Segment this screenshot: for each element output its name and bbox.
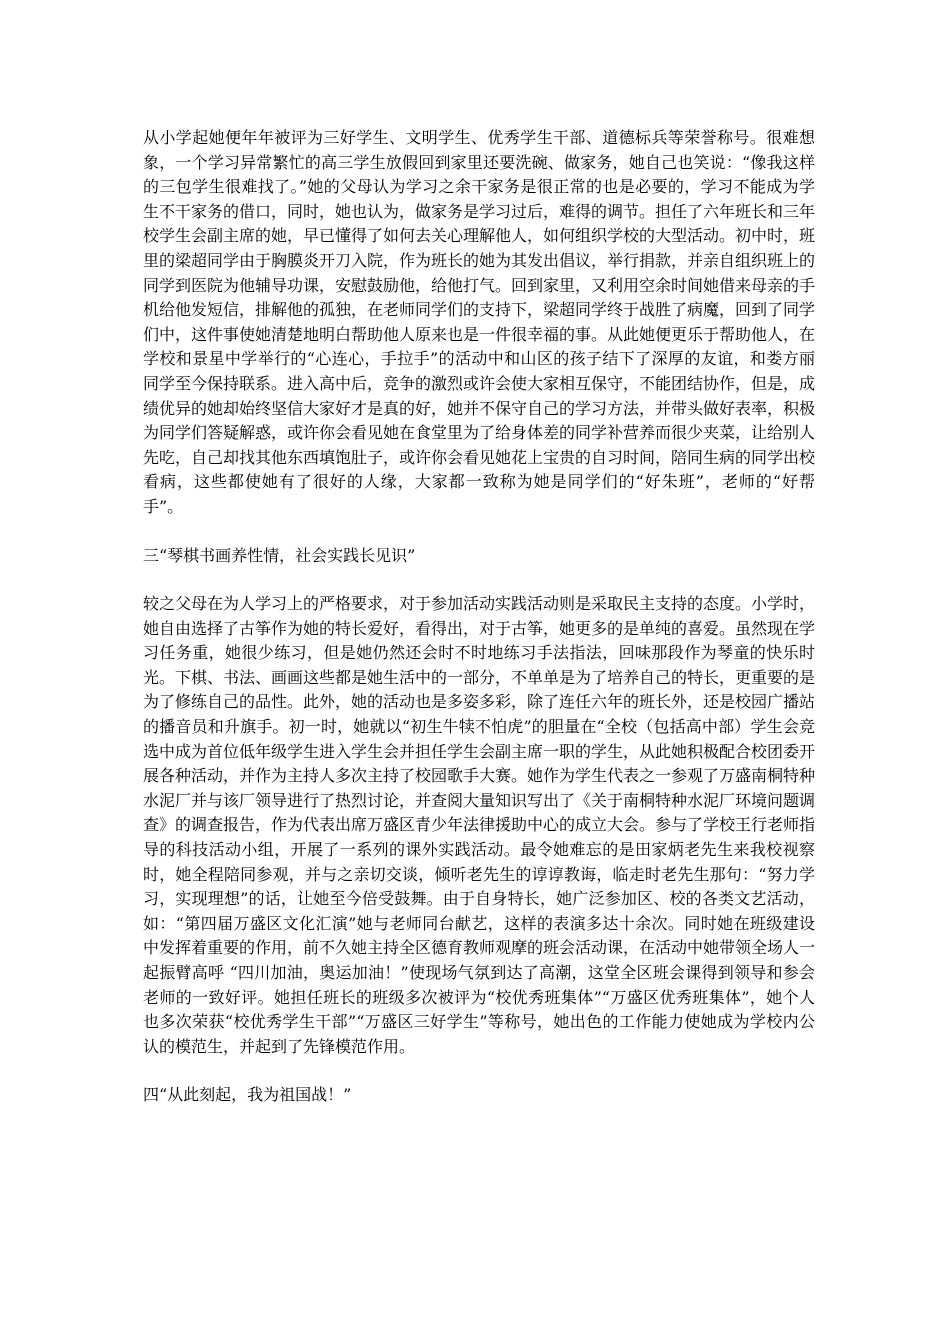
- paragraph-activities-and-practice: 较之父母在为人学习上的严格要求，对于参加活动实践活动则是采取民主支持的态度。小学时，她自由选择了古筝作为她的特长爱好，看得出，对于古筝，她更多的是单纯的喜爱。虽然现在学习任务重，她很少练习，但是她仍然还会时不时地练习手法指法，回味那段作为琴童的快乐时光。下棋、书法、画画这些都是她生活中的一部分，不单单是为了培养自己的特长，更重要的是为了修练自己的品性。此外，她的活动也是多姿多彩，除了连任六年的班长外，还是校园广播站的播音员和升旗手。初一时，她就以“初生牛犊不怕虎”的胆量在“全校（包括高中部）学生会竞选中成为首位低年级学生进入学生会并担任学生会副主席一职的学生，从此她积极配合校团委开展各种活动，并作为主持人多次主持了校园歌手大赛。她作为学生代表之一参观了万盛南桐特种水泥厂并与该厂领导进行了热烈讨论，并查阅大量知识写出了《关于南桐特种水泥厂环境问题调查》的调查报告，作为代表出席万盛区青少年法律援助中心的成立大会。参与了学校王行老师指导的科技活动小组，开展了一系列的课外实践活动。最令她难忘的是田家炳老先生来我校视察时，她全程陪同参观，并与之亲切交谈，倾听老先生的谆谆教诲，临走时老先生那句：“努力学习，实现理想”的话，让她至今倍受鼓舞。由于自身特长，她广泛参加区、校的各类文艺活动，如：“第四届万盛区文化汇演”她与老师同台献艺，这样的表演多达十余次。同时她在班级建设中发挥着重要的作用，前不久她主持全区德育教师观摩的班会活动课，在活动中她带领全场人一起振臂高呼 “四川加油，奥运加油！”使现场气氛到达了高潮，这堂全区班会课得到领导和参会老师的一致好评。她担任班长的班级多次被评为“校优秀班集体”“万盛区优秀班集体”，她个人也多次荣获“校优秀学生干部”“万盛区三好学生”等称号，她出色的工作能力使她成为学校内公认的模范生，并起到了先锋模范作用。: [143, 594, 816, 1056]
- document-body: [143, 126, 815, 1108]
- paragraph-honors-and-helping-others: 从小学起她便年年被评为三好学生、文明学生、优秀学生干部、道德标兵等荣誉称号。很难想象，一个学习异常繁忙的高三学生放假回到家里还要洗碗、做家务，她自己也笑说：“像我这样的三包学生很难找了。”她的父母认为学习之余干家务是很正常的也是必要的，学习不能成为学生不干家务的借口，同时，她也认为，做家务是学习过后，难得的调节。担任了六年班长和三年校学生会副主席的她，早已懂得了如何去关心理解他人，如何组织学校的大型活动。初中时，班里的梁超同学由于胸膜炎开刀入院，作为班长的她为其发出倡议，举行捐款，并亲自组织班上的同学到医院为他辅导功课，安慰鼓励他，给他打气。回到家里，又利用空余时间她借来母亲的手机给他发短信，排解他的孤独，在老师同学们的支持下，梁超同学终于战胜了病魔，回到了同学们中，这件事使她清楚地明白帮助他人原来也是一件很幸福的事。从此她便更乐于帮助他人，在学校和景星中学举行的“心连心，手拉手”的活动中和山区的孩子结下了深厚的友谊，和娄方丽同学至今保持联系。进入高中后，竞争的激烈或许会使大家相互保守，不能团结协作，但是，成绩优异的她却始终坚信大家好才是真的好，她并不保守自己的学习方法，并带头做好表率，积极为同学们答疑解惑，或许你会看见她在食堂里为了给身体差的同学补营养而很少夹菜，让给别人先吃，自己却找其他东西填饱肚子，或许你会看见她花上宝贵的自习时间，陪同生病的同学出校看病，这些都使她有了很好的人缘，大家都一致称为她是同学们的“好朱班”，老师的“好帮手”。: [143, 128, 816, 516]
- section-heading-4: 四“从此刻起，我为祖国战！”: [143, 1085, 352, 1105]
- section-heading-3: 三“琴棋书画养性情，社会实践长见识”: [143, 545, 416, 565]
